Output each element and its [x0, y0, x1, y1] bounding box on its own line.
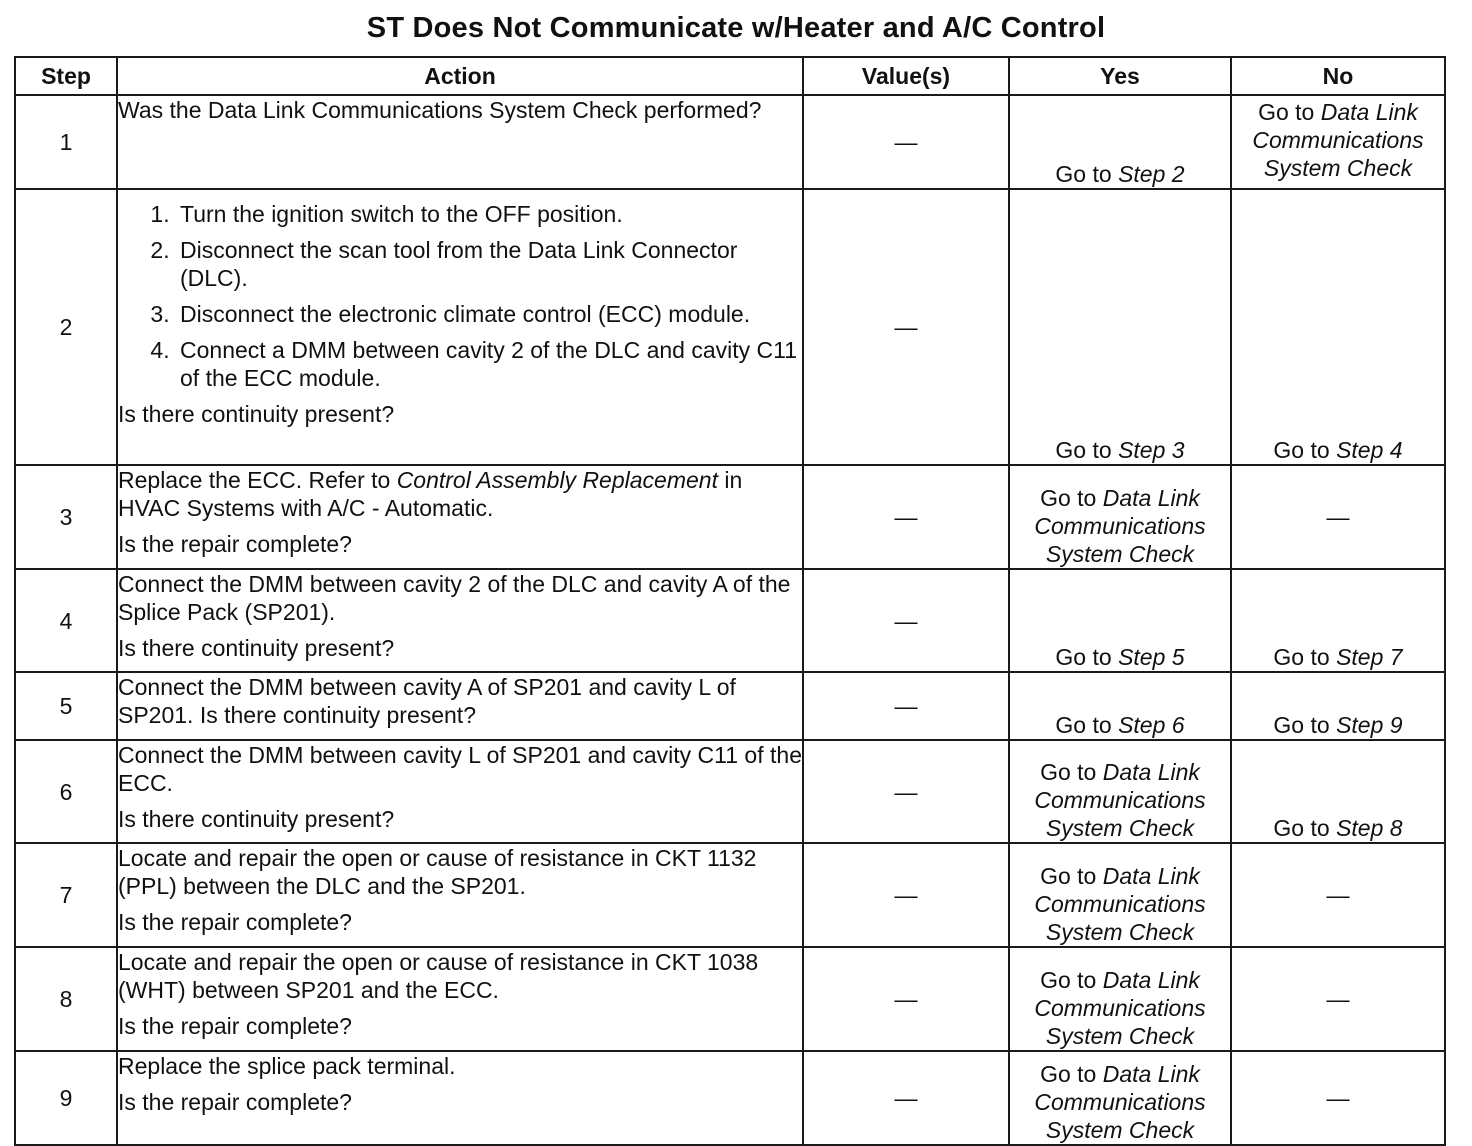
no-ref: Step 8	[1336, 815, 1403, 841]
action-cell	[117, 1051, 803, 1145]
value-cell: —	[803, 95, 1009, 189]
yes-prefix: Go to	[1040, 967, 1103, 993]
action-cell	[117, 672, 803, 740]
yes-prefix: Go to	[1040, 863, 1103, 889]
value-cell: —	[803, 672, 1009, 740]
yes-cell	[1009, 672, 1231, 740]
action-question: Is the repair complete?	[118, 531, 352, 557]
action-text: Replace the splice pack terminal.	[118, 1053, 456, 1079]
action-question: Is there continuity present?	[118, 635, 395, 661]
procedure-list	[118, 200, 802, 392]
step-number: 6	[15, 740, 117, 843]
no-ref: Data Link Communications System Check	[1252, 99, 1424, 181]
table-row	[15, 95, 1445, 189]
yes-cell	[1009, 947, 1231, 1051]
table-row	[15, 843, 1445, 947]
value-cell: —	[803, 947, 1009, 1051]
no-prefix: Go to	[1273, 644, 1337, 670]
table-row	[15, 569, 1445, 672]
no-cell: —	[1231, 947, 1445, 1051]
no-cell	[1231, 740, 1445, 843]
action-cell	[117, 843, 803, 947]
action-text: Was the Data Link Communications System Check performed?	[118, 97, 762, 123]
action-cell	[117, 95, 803, 189]
no-cell: —	[1231, 1051, 1445, 1145]
action-cell	[117, 189, 803, 465]
action-question: Is the repair complete?	[118, 909, 352, 935]
action-question: Is the repair complete?	[118, 1089, 352, 1115]
no-prefix: Go to	[1273, 815, 1337, 841]
action-cell	[117, 569, 803, 672]
action-question: Is there continuity present?	[118, 401, 395, 427]
no-cell	[1231, 95, 1445, 189]
action-text: Connect the DMM between cavity L of SP201 and cavity C11 of the ECC.	[118, 742, 802, 796]
no-cell: —	[1231, 465, 1445, 569]
action-cell	[117, 947, 803, 1051]
yes-ref: Step 2	[1118, 161, 1185, 187]
step-number: 9	[15, 1051, 117, 1145]
action-text: Connect the DMM between cavity 2 of the DLC and cavity A of the Splice Pack (SP201).	[118, 571, 791, 625]
yes-prefix: Go to	[1055, 712, 1119, 738]
no-cell	[1231, 189, 1445, 465]
yes-prefix: Go to	[1055, 161, 1119, 187]
no-ref: Step 9	[1336, 712, 1403, 738]
table-row	[15, 947, 1445, 1051]
action-text: Locate and repair the open or cause of resistance in CKT 1132 (PPL) between the DLC and the SP201.	[118, 845, 757, 899]
yes-cell	[1009, 569, 1231, 672]
action-question: Is there continuity present?	[118, 806, 395, 832]
action-pre: Replace the ECC. Refer to	[118, 467, 397, 493]
yes-ref: Data Link Communications System Check	[1034, 759, 1206, 841]
yes-prefix: Go to	[1055, 644, 1119, 670]
table-row	[15, 1051, 1445, 1145]
no-ref: Step 4	[1336, 437, 1403, 463]
yes-ref: Data Link Communications System Check	[1034, 967, 1206, 1049]
list-item: 3. Disconnect the electronic climate control (ECC) module.	[176, 300, 802, 328]
yes-ref: Step 5	[1118, 644, 1185, 670]
diagnostic-table	[14, 56, 1446, 1146]
step-number: 3	[15, 465, 117, 569]
yes-ref: Data Link Communications System Check	[1034, 1061, 1206, 1143]
action-cell	[117, 740, 803, 843]
action-text	[118, 466, 802, 522]
yes-ref: Data Link Communications System Check	[1034, 863, 1206, 945]
header-values: Value(s)	[803, 57, 1009, 95]
header-action: Action	[117, 57, 803, 95]
yes-ref: Step 6	[1118, 712, 1185, 738]
yes-prefix: Go to	[1055, 437, 1119, 463]
table-row	[15, 189, 1445, 465]
table-row	[15, 672, 1445, 740]
no-cell	[1231, 672, 1445, 740]
list-item: 2. Disconnect the scan tool from the Data Link Connector (DLC).	[176, 236, 802, 292]
step-number: 1	[15, 95, 117, 189]
no-cell: —	[1231, 843, 1445, 947]
step-number: 2	[15, 189, 117, 465]
action-cell	[117, 465, 803, 569]
yes-cell	[1009, 465, 1231, 569]
yes-cell	[1009, 843, 1231, 947]
yes-cell	[1009, 95, 1231, 189]
yes-cell	[1009, 189, 1231, 465]
table-row	[15, 740, 1445, 843]
yes-prefix: Go to	[1040, 759, 1103, 785]
yes-prefix: Go to	[1040, 1061, 1103, 1087]
step-number: 4	[15, 569, 117, 672]
header-step: Step	[15, 57, 117, 95]
step-number: 7	[15, 843, 117, 947]
yes-ref: Step 3	[1118, 437, 1185, 463]
action-text: Locate and repair the open or cause of resistance in CKT 1038 (WHT) between SP201 and the ECC.	[118, 949, 759, 1003]
table-row	[15, 465, 1445, 569]
yes-cell	[1009, 740, 1231, 843]
no-prefix: Go to	[1258, 99, 1321, 125]
action-post: in HVAC Systems with A/C - Automatic.	[118, 467, 743, 521]
list-item: 4. Connect a DMM between cavity 2 of the DLC and cavity C11 of the ECC module.	[176, 336, 802, 392]
yes-cell	[1009, 1051, 1231, 1145]
value-cell: —	[803, 1051, 1009, 1145]
step-number: 8	[15, 947, 117, 1051]
yes-ref: Data Link Communications System Check	[1034, 485, 1206, 567]
page-title: ST Does Not Communicate w/Heater and A/C Control	[366, 12, 1106, 44]
step-number: 5	[15, 672, 117, 740]
no-cell	[1231, 569, 1445, 672]
value-cell: —	[803, 843, 1009, 947]
yes-prefix: Go to	[1040, 485, 1103, 511]
value-cell: —	[803, 569, 1009, 672]
header-no: No	[1231, 57, 1445, 95]
no-prefix: Go to	[1273, 712, 1337, 738]
action-ref: Control Assembly Replacement	[396, 467, 718, 493]
value-cell: —	[803, 189, 1009, 465]
header-yes: Yes	[1009, 57, 1231, 95]
action-text: Connect the DMM between cavity A of SP201 and cavity L of SP201. Is there continuity present?	[118, 674, 736, 728]
value-cell: —	[803, 740, 1009, 843]
table-header-row	[15, 57, 1445, 95]
list-item: 1. Turn the ignition switch to the OFF position.	[176, 200, 802, 228]
action-question: Is the repair complete?	[118, 1013, 352, 1039]
no-prefix: Go to	[1273, 437, 1337, 463]
value-cell: —	[803, 465, 1009, 569]
no-ref: Step 7	[1336, 644, 1403, 670]
